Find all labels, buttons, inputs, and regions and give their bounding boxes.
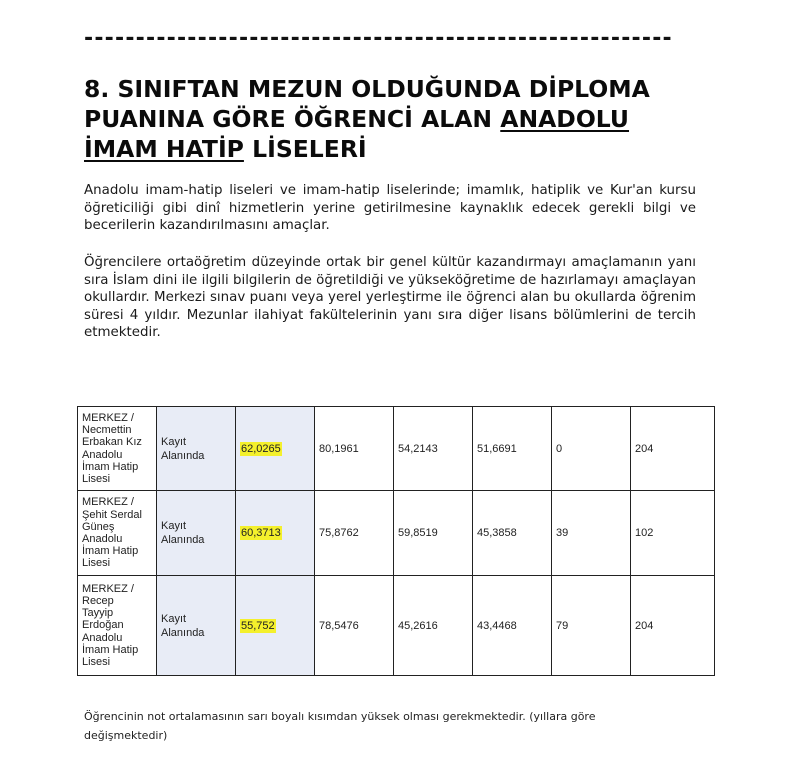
status-cell	[157, 491, 236, 576]
school-name-line: Anadolu	[82, 533, 123, 545]
value-cell: 54,2143	[394, 407, 473, 491]
school-name-cell	[78, 576, 157, 676]
section-heading	[84, 74, 704, 164]
school-name-line: Lisesi	[82, 656, 111, 668]
school-name-line: Güneş	[82, 520, 115, 533]
status-text: Kayıt	[161, 520, 187, 532]
school-name-line: Şehit Serdal	[82, 508, 142, 521]
table-row	[78, 576, 715, 676]
value-cell: 78,5476	[315, 576, 394, 676]
school-name-line: Anadolu	[82, 631, 123, 644]
value-cell: 45,3858	[473, 491, 552, 576]
school-name-line: Necmettin	[82, 424, 132, 437]
school-name-line: MERKEZ /	[82, 411, 134, 424]
value-cell: 45,2616	[394, 576, 473, 676]
highlighted-score: 60,3713	[241, 527, 281, 539]
value-cell: 80,1961	[315, 407, 394, 491]
heading-line-3-text: LİSELERİ	[243, 135, 367, 163]
status-text: Alanında	[161, 534, 205, 546]
school-name-line: Lisesi	[82, 557, 111, 570]
value-cell: 51,6691	[473, 407, 552, 491]
heading-line-2	[84, 104, 704, 134]
heading-line-3	[84, 134, 704, 164]
footnote-line-1: Öğrencinin not ortalamasının sarı boyalı kısımdan yüksek olması gerekmektedir. (yıllara göre	[84, 710, 596, 723]
footnote	[84, 707, 704, 745]
school-name-cell	[78, 491, 157, 576]
table-row	[78, 407, 715, 491]
heading-line-2-text: PUANINA GÖRE ÖĞRENCİ ALAN	[84, 105, 501, 133]
school-name-line: İmam Hatip	[82, 460, 139, 473]
separator-line: ---------------------------------------------------------	[84, 26, 673, 51]
minimum-score-cell	[236, 576, 315, 676]
table-row	[78, 491, 715, 576]
school-name-line: İmam Hatip	[82, 545, 139, 558]
footnote-line-2: değişmektedir)	[84, 729, 168, 742]
paragraph-details: Öğrencilere ortaöğretim düzeyinde ortak bir genel kültür kazandırmayı amaçlamanın yanı sıra İslam dini ile ilgili bilgilerin de öğretildiği ve yükseköğretime de hazırlamayı amaçlayan okullardır. Merkezi sınav puanı veya yerel yerleştirme ile öğrenci alan bu okullarda öğrenim süresi 4 yıldır. Mezunlar ilahiyat fakültelerinin yanı sıra diğer lisans bölümlerini de tercih etmektedir.	[84, 255, 696, 341]
heading-line-1: 8. SINIFTAN MEZUN OLDUĞUNDA DİPLOMA	[84, 75, 650, 103]
value-cell: 0	[552, 407, 631, 491]
status-text: Kayıt	[161, 612, 187, 625]
school-name-line: Recep	[82, 594, 114, 607]
school-name-line: MERKEZ /	[82, 496, 134, 509]
heading-underlined-imam-hatip: İMAM HATİP	[84, 135, 244, 163]
minimum-score-cell	[236, 491, 315, 576]
value-cell: 75,8762	[315, 491, 394, 576]
school-scores-table	[77, 406, 715, 676]
value-cell: 59,8519	[394, 491, 473, 576]
value-cell: 204	[631, 576, 715, 676]
value-cell: 79	[552, 576, 631, 676]
highlighted-score: 62,0265	[241, 442, 281, 455]
school-name-cell	[78, 407, 157, 491]
school-name-line: İmam Hatip	[82, 643, 139, 656]
value-cell: 39	[552, 491, 631, 576]
highlighted-score: 55,752	[241, 619, 275, 632]
heading-underlined-anadolu: ANADOLU	[500, 105, 630, 133]
school-name-line: Tayyip	[82, 607, 114, 620]
school-name-line: Erbakan Kız	[82, 436, 142, 449]
value-cell: 102	[631, 491, 715, 576]
school-name-line: MERKEZ /	[82, 582, 134, 595]
status-cell	[157, 576, 236, 676]
paragraph-intro: Anadolu imam-hatip liseleri ve imam-hatip liselerinde; imamlık, hatiplik ve Kur'an kursu öğreticiliği gibi dinî hizmetlerin yerine getirilmesine kaynaklık edecek gerekli bilgi ve becerilerin kazandırılmasını amaçlar.	[84, 183, 696, 234]
school-name-line: Lisesi	[82, 472, 111, 485]
status-text: Alanında	[161, 449, 205, 462]
value-cell: 204	[631, 407, 715, 491]
status-text: Alanında	[161, 626, 205, 639]
minimum-score-cell	[236, 407, 315, 491]
school-name-line: Erdoğan	[82, 619, 124, 632]
status-cell	[157, 407, 236, 491]
status-text: Kayıt	[161, 435, 187, 448]
school-name-line: Anadolu	[82, 448, 123, 461]
value-cell: 43,4468	[473, 576, 552, 676]
